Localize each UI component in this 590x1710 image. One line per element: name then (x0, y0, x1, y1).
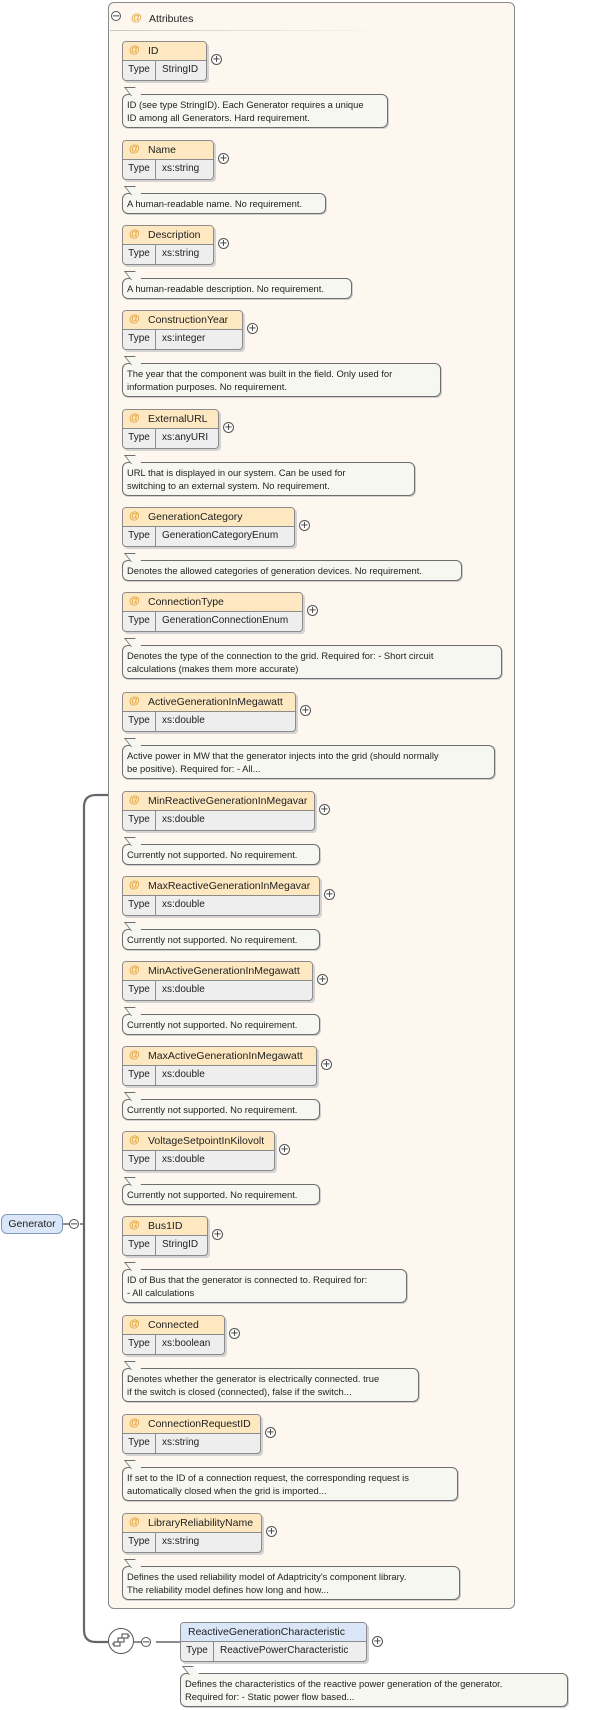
attribute-node[interactable] (122, 1216, 208, 1256)
doc-line: Currently not supported. No requirement. (127, 849, 298, 860)
attribute-documentation (122, 1014, 320, 1035)
attribute-type-row (123, 896, 319, 915)
attribute-header (123, 1316, 224, 1335)
generator-label: Generator (8, 1218, 56, 1230)
attribute-header (123, 1217, 207, 1236)
attribute-at-icon: @ (129, 1417, 140, 1429)
generator-element[interactable] (1, 1214, 63, 1234)
type-label: Type (123, 1335, 156, 1354)
type-value: xs:anyURI (162, 432, 209, 443)
attribute-header (123, 593, 302, 612)
sequence-collapse-icon[interactable]: − (142, 1637, 151, 1648)
attribute-name: MaxActiveGenerationInMegawatt (148, 1050, 303, 1062)
doc-line: ID of Bus that the generator is connected to. Required for: (127, 1274, 368, 1285)
attribute-node[interactable] (122, 876, 320, 916)
attribute-header (123, 877, 319, 896)
attribute-at-icon: @ (129, 695, 140, 707)
type-value: xs:integer (162, 333, 206, 344)
attribute-header (123, 1132, 274, 1151)
doc-line: Denotes the type of the connection to the grid. Required for: - Short circuit (127, 650, 434, 661)
attribute-at-icon: @ (129, 879, 140, 891)
attribute-documentation (122, 1269, 407, 1303)
expand-icon[interactable]: + (230, 1328, 239, 1339)
attribute-header (123, 141, 213, 160)
attribute-node[interactable] (122, 592, 303, 632)
attribute-type-row (123, 1434, 260, 1453)
attribute-node[interactable] (122, 1131, 275, 1171)
attributes-title: Attributes (149, 13, 194, 25)
attribute-documentation (122, 193, 326, 214)
type-value: ReactivePowerCharacteristic (220, 1645, 349, 1656)
type-label: Type (123, 245, 156, 264)
type-label: Type (181, 1642, 214, 1661)
attribute-name: ActiveGenerationInMegawatt (148, 696, 283, 708)
doc-line: be positive). Required for: - All... (127, 763, 261, 774)
doc-line: switching to an external system. No requirement. (127, 480, 330, 491)
doc-line: Defines the used reliability model of Adaptricity's component library. (127, 1571, 407, 1582)
attribute-documentation (122, 1099, 320, 1120)
attribute-name: LibraryReliabilityName (148, 1517, 254, 1529)
type-value: StringID (162, 64, 199, 75)
attribute-header (123, 1514, 261, 1533)
expand-icon[interactable]: + (318, 974, 327, 985)
attribute-header (123, 1415, 260, 1434)
attributes-at-icon: @ (131, 12, 142, 24)
doc-line: Denotes the allowed categories of generation devices. No requirement. (127, 565, 422, 576)
attribute-node[interactable] (122, 1046, 317, 1086)
type-label: Type (123, 1066, 156, 1085)
attribute-name: MinReactiveGenerationInMegavar (148, 795, 308, 807)
attribute-node[interactable] (122, 1414, 261, 1454)
type-value: xs:double (162, 984, 205, 995)
attribute-name: MinActiveGenerationInMegawatt (148, 965, 300, 977)
attribute-type-row (123, 61, 206, 80)
type-value: StringID (162, 1239, 199, 1250)
attribute-header (123, 693, 295, 712)
attribute-node[interactable] (122, 791, 315, 831)
expand-icon[interactable]: + (308, 605, 317, 616)
doc-line: Denotes whether the generator is electrically connected. true (127, 1373, 380, 1384)
expand-icon[interactable]: + (219, 238, 228, 249)
attribute-documentation (122, 1368, 419, 1402)
doc-line: A human-readable description. No requirement. (127, 283, 324, 294)
doc-line: If set to the ID of a connection request, the corresponding request is (127, 1472, 409, 1483)
attribute-header (123, 226, 213, 245)
type-value: xs:string (162, 1536, 200, 1547)
doc-line: Active power in MW that the generator injects into the grid (should normally (127, 750, 439, 761)
attribute-documentation (122, 1566, 460, 1600)
type-label: Type (123, 811, 156, 830)
type-label: Type (123, 1236, 156, 1255)
attribute-name: Name (148, 144, 177, 156)
expand-icon[interactable]: + (280, 1144, 289, 1155)
attribute-at-icon: @ (129, 964, 140, 976)
type-label: Type (123, 712, 156, 731)
expand-icon[interactable]: + (373, 1636, 382, 1647)
element-name: ReactiveGenerationCharacteristic (188, 1626, 345, 1638)
element-documentation (180, 1673, 568, 1707)
doc-line: automatically closed when the grid is imported... (127, 1485, 327, 1496)
attribute-at-icon: @ (129, 143, 140, 155)
attribute-name: ConnectionType (148, 596, 224, 608)
attribute-type-row (123, 245, 213, 264)
attribute-header (123, 410, 218, 429)
attribute-header (123, 792, 314, 811)
attribute-type-row (123, 330, 242, 349)
attribute-name: ExternalURL (148, 413, 208, 425)
attribute-at-icon: @ (129, 1318, 140, 1330)
attribute-header (123, 42, 206, 61)
type-label: Type (123, 61, 156, 80)
attribute-node[interactable] (122, 961, 313, 1001)
attribute-type-row (123, 429, 218, 448)
attribute-name: ConnectionRequestID (148, 1418, 251, 1430)
type-value: GenerationConnectionEnum (162, 615, 289, 626)
attribute-at-icon: @ (129, 412, 140, 424)
attribute-documentation (122, 94, 388, 128)
expand-icon[interactable]: + (224, 422, 233, 433)
attribute-documentation (122, 1184, 320, 1205)
attribute-type-row (123, 527, 294, 546)
doc-line: Currently not supported. No requirement. (127, 1019, 298, 1030)
type-value: xs:double (162, 814, 205, 825)
attribute-name: GenerationCategory (148, 511, 243, 523)
attribute-name: ID (148, 45, 159, 57)
attribute-type-row (123, 1066, 316, 1085)
doc-line: information purposes. No requirement. (127, 381, 287, 392)
attribute-at-icon: @ (129, 595, 140, 607)
element-header (181, 1623, 366, 1642)
attribute-documentation (122, 462, 415, 496)
doc-line: The reliability model defines how long and how... (127, 1584, 329, 1595)
reactive-generation-characteristic-element[interactable] (180, 1622, 367, 1662)
attribute-name: Description (148, 229, 201, 241)
expand-icon[interactable]: + (301, 705, 310, 716)
expand-icon[interactable]: + (266, 1427, 275, 1438)
doc-line: Currently not supported. No requirement. (127, 934, 298, 945)
attribute-node[interactable] (122, 140, 214, 180)
attribute-type-row (123, 1151, 274, 1170)
doc-line: Defines the characteristics of the reactive power generation of the generator. (185, 1678, 503, 1689)
attributes-header (110, 10, 410, 32)
attribute-documentation (122, 929, 320, 950)
expand-icon[interactable]: + (219, 153, 228, 164)
doc-line: A human-readable name. No requirement. (127, 198, 303, 209)
type-label: Type (123, 429, 156, 448)
doc-line: calculations (makes them more accurate) (127, 663, 299, 674)
attribute-node[interactable] (122, 310, 243, 350)
attribute-node[interactable] (122, 692, 296, 732)
element-type-row (181, 1642, 366, 1661)
attribute-header (123, 508, 294, 527)
type-value: GenerationCategoryEnum (162, 530, 279, 541)
type-value: xs:double (162, 1154, 205, 1165)
expand-icon[interactable]: + (322, 1059, 331, 1070)
sequence-icon[interactable] (108, 1628, 134, 1654)
attribute-node[interactable] (122, 41, 207, 81)
attribute-type-row (123, 811, 314, 830)
type-value: xs:string (162, 1437, 200, 1448)
type-label: Type (123, 160, 156, 179)
type-label: Type (123, 981, 156, 1000)
attribute-node[interactable] (122, 1513, 262, 1553)
doc-line: if the switch is closed (connected), false if the switch... (127, 1386, 352, 1397)
expand-icon[interactable]: + (320, 804, 329, 815)
attribute-node[interactable] (122, 1315, 225, 1355)
attribute-header (123, 1047, 316, 1066)
doc-line: URL that is displayed in our system. Can be used for (127, 467, 346, 478)
type-label: Type (123, 1434, 156, 1453)
type-label: Type (123, 1533, 156, 1552)
attribute-node[interactable] (122, 409, 219, 449)
expand-icon[interactable]: + (248, 323, 257, 334)
attribute-name: MaxReactiveGenerationInMegavar (148, 880, 311, 892)
type-value: xs:string (162, 163, 200, 174)
doc-line: ID (see type StringID). Each Generator requires a unique (127, 99, 364, 110)
attribute-type-row (123, 1533, 261, 1552)
attribute-documentation (122, 645, 502, 679)
type-label: Type (123, 1151, 156, 1170)
type-label: Type (123, 330, 156, 349)
type-label: Type (123, 527, 156, 546)
type-value: xs:string (162, 248, 200, 259)
attribute-at-icon: @ (129, 1049, 140, 1061)
attribute-type-row (123, 160, 213, 179)
type-value: xs:double (162, 899, 205, 910)
attribute-documentation (122, 363, 441, 397)
doc-line: Required for: - Static power flow based... (185, 1691, 355, 1702)
attribute-at-icon: @ (129, 228, 140, 240)
attribute-at-icon: @ (129, 313, 140, 325)
attributes-collapse-icon[interactable]: − (112, 11, 121, 22)
expand-icon[interactable]: + (212, 54, 221, 65)
header-divider (110, 30, 390, 31)
attribute-type-row (123, 981, 312, 1000)
attribute-type-row (123, 712, 295, 731)
attribute-name: ConstructionYear (148, 314, 229, 326)
type-value: xs:boolean (162, 1338, 211, 1349)
attribute-documentation (122, 844, 320, 865)
attribute-type-row (123, 1335, 224, 1354)
attribute-at-icon: @ (129, 794, 140, 806)
attribute-node[interactable] (122, 225, 214, 265)
expand-icon[interactable]: + (325, 889, 334, 900)
type-value: xs:double (162, 1069, 205, 1080)
doc-line: - All calculations (127, 1287, 195, 1298)
attribute-documentation (122, 745, 495, 779)
attribute-documentation (122, 1467, 458, 1501)
type-value: xs:double (162, 715, 205, 726)
attribute-type-row (123, 1236, 207, 1255)
attribute-name: Connected (148, 1319, 199, 1331)
attribute-header (123, 962, 312, 981)
expand-icon[interactable]: + (213, 1229, 222, 1240)
type-label: Type (123, 896, 156, 915)
attribute-at-icon: @ (129, 1516, 140, 1528)
expand-icon[interactable]: + (300, 520, 309, 531)
attribute-at-icon: @ (129, 1134, 140, 1146)
doc-line: Currently not supported. No requirement. (127, 1189, 298, 1200)
attribute-node[interactable] (122, 507, 295, 547)
generator-collapse-icon[interactable]: − (70, 1219, 79, 1230)
attribute-documentation (122, 560, 462, 581)
attribute-name: VoltageSetpointInKilovolt (148, 1135, 265, 1147)
attribute-type-row (123, 612, 302, 631)
doc-line: ID among all Generators. Hard requirement. (127, 112, 310, 123)
attribute-header (123, 311, 242, 330)
doc-line: The year that the component was built in the field. Only used for (127, 368, 393, 379)
expand-icon[interactable]: + (267, 1526, 276, 1537)
attribute-at-icon: @ (129, 510, 140, 522)
type-label: Type (123, 612, 156, 631)
attribute-name: Bus1ID (148, 1220, 183, 1232)
attribute-at-icon: @ (129, 44, 140, 56)
doc-line: Currently not supported. No requirement. (127, 1104, 298, 1115)
attribute-at-icon: @ (129, 1219, 140, 1231)
attribute-documentation (122, 278, 352, 299)
